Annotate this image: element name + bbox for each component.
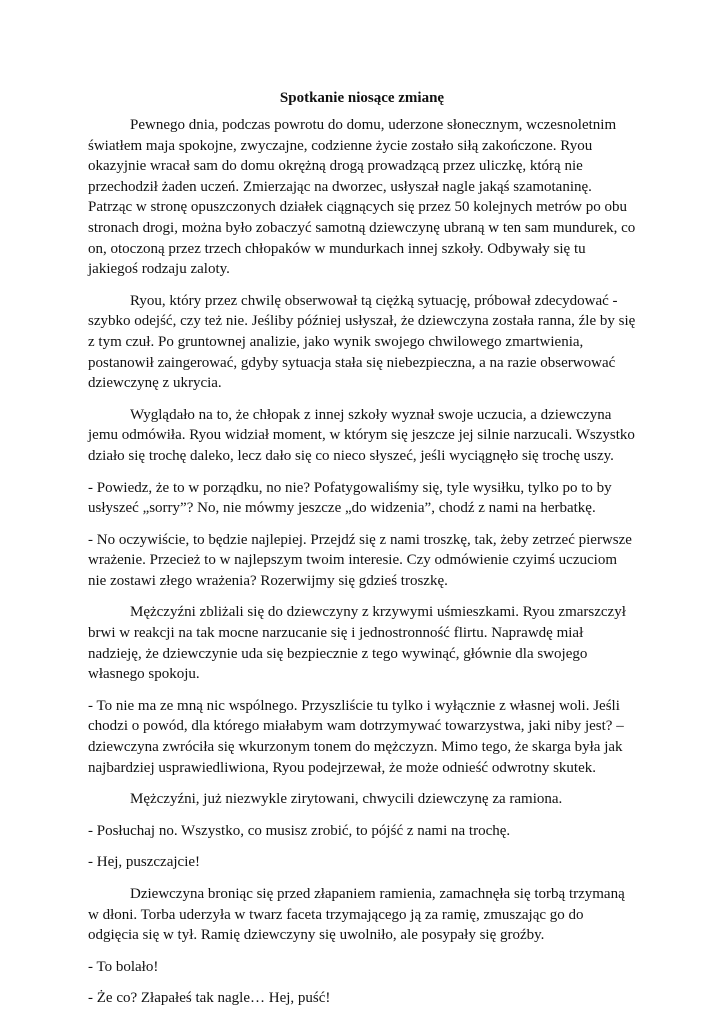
dialogue-paragraph: - Posłuchaj no. Wszystko, co musisz zrobić, to pójść z nami na trochę. [88, 822, 511, 839]
paragraph: Mężczyźni zbliżali się do dziewczyny z krzywymi uśmieszkami. Ryou zmarszczył brwi w reakcji na tak mocne narzucanie się i jednostronność flirtu. Naprawdę miał nadzieję, że dziewczynie uda się bezpiecznie z tego wywinąć, głównie dla swojego własnego spokoju. [88, 604, 626, 683]
dialogue-paragraph: - No oczywiście, to będzie najlepiej. Przejdź się z nami troszkę, tak, żeby zetrzeć pierwsze wrażenie. Przecież to w najlepszym twoim interesie. Czy odmówienie czyimś uczuciom nie zostawi złego wrażenia? Rozerwijmy się gdzieś troszkę. [88, 531, 632, 589]
dialogue-paragraph: - To nie ma ze mną nic wspólnego. Przyszliście tu tylko i wyłącznie z własnej woli. Jeśli chodzi o powód, dla którego miałabym wam dotrzymywać towarzystwa, jaki niby jest? – dziewczyna zwróciła się wkurzonym tonem do mężczyzn. Mimo tego, że skarga była jak najbardziej usprawiedliwiona, Ryou podejrzewał, że może odnieść odwrotny skutek. [88, 697, 624, 776]
paragraph: Ryou, który przez chwilę obserwował tą ciężką sytuację, próbował zdecydować - szybko odejść, czy też nie. Jeśliby później usłyszał, że dziewczyna została ranna, źle by się z tym czuł. Po gruntownej analizie, jako wynik swojego chwilowego zmartwienia, postanowił zaingerować, gdyby sytuacja stała się niebezpieczna, a na razie obserwować dziewczynę z ukrycia. [88, 292, 636, 392]
paragraph: Pewnego dnia, podczas powrotu do domu, uderzone słonecznym, wczesnoletnim światłem maja spokojne, zwyczajne, codzienne życie zostało siłą zakończone. Ryou okazyjnie wracał sam do domu okrężną drogą prowadzącą przez uliczkę, którą nie przechodził żaden uczeń. Zmierzając na dworzec, usłyszał nagle jakąś szamotaninę. Patrząc w stronę opuszczonych działek ciągnących się przez 50 kolejnych metrów po obu stronach drogi, można było zobaczyć samotną dziewczynę ubraną w ten sam mundurek, co on, otoczoną przez trzech chłopaków w mundurkach innej szkoły. Odbywały się tu jakiegoś rodzaju zaloty. [88, 117, 636, 278]
dialogue-paragraph: - Powiedz, że to w porządku, no nie? Pofatygowaliśmy się, tyle wysiłku, tylko po to by usłyszeć „sorry”? No, nie mówmy jeszcze „do widzenia”, chodź z nami na herbatkę. [88, 479, 612, 517]
dialogue-paragraph: - To bolało! [88, 958, 159, 975]
paragraph: Dziewczyna broniąc się przed złapaniem ramienia, zamachnęła się torbą trzymaną w dłoni. Torba uderzyła w twarz faceta trzymającego ją za ramię, zmuszając go do odgięcia się w tył. Ramię dziewczyny się uwolniło, ale posypały się groźby. [88, 886, 625, 944]
paragraph: Mężczyźni, już niezwykle zirytowani, chwycili dziewczynę za ramiona. [130, 791, 563, 808]
dialogue-paragraph: - Hej, puszczajcie! [88, 854, 201, 871]
paragraph: Wyglądało na to, że chłopak z innej szkoły wyznał swoje uczucia, a dziewczyna jemu odmówiła. Ryou widział moment, w którym się jeszcze jej silnie narzucali. Wszystko działo się trochę daleko, lecz dało się co nieco słyszeć, jeśli wyciągnęło się trochę uszy. [88, 406, 635, 464]
dialogue-paragraph: - Że co? Złapałeś tak nagle… Hej, puść! [88, 990, 331, 1007]
document-title: Spotkanie niosące zmianę [279, 90, 445, 106]
